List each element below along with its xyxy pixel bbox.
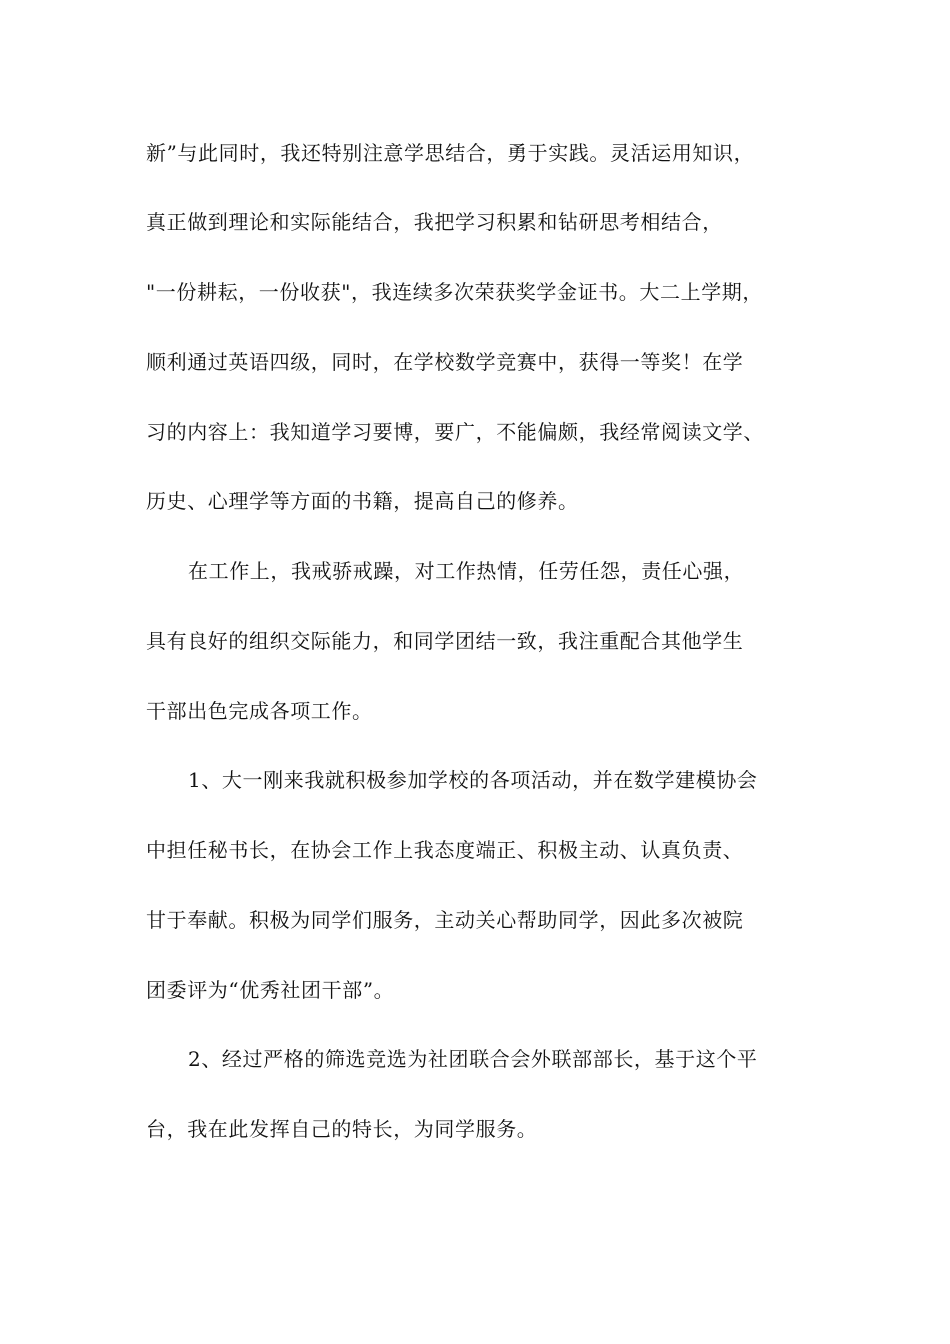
paragraph-first-line: 1、大一刚来我就积极参加学校的各项活动，并在数学建模协会 — [188, 768, 758, 792]
paragraph-first-line: 在工作上，我戒骄戒躁，对工作热情，任劳任怨，责任心强， — [188, 559, 745, 583]
text-line: 习的内容上：我知道学习要博，要广，不能偏颇，我经常阅读文学、 — [146, 420, 764, 444]
text-line: 真正做到理论和实际能结合，我把学习积累和钻研思考相结合， — [146, 210, 723, 234]
text-line: 干部出色完成各项工作。 — [146, 699, 373, 723]
text-line: 中担任秘书长，在协会工作上我态度端正、积极主动、认真负责、 — [146, 838, 744, 862]
text-line: "一份耕耘，一份收获"，我连续多次荣获奖学金证书。大二上学期， — [146, 280, 763, 304]
text-line: 历史、心理学等方面的书籍，提高自己的修养。 — [146, 489, 579, 513]
text-line: 顺利通过英语四级，同时，在学校数学竞赛中，获得一等奖！在学 — [146, 350, 744, 374]
text-line: 甘于奉献。积极为同学们服务，主动关心帮助同学，因此多次被院 — [146, 908, 744, 932]
text-line: 具有良好的组织交际能力，和同学团结一致，我注重配合其他学生 — [146, 629, 744, 653]
text-line: 团委评为“优秀社团干部”。 — [146, 978, 395, 1002]
text-line: 新”与此同时，我还特别注意学思结合，勇于实践。灵活运用知识， — [146, 141, 755, 165]
paragraph-first-line: 2、经过严格的筛选竞选为社团联合会外联部部长，基于这个平 — [188, 1047, 758, 1071]
text-line: 台，我在此发挥自己的特长，为同学服务。 — [146, 1117, 538, 1141]
